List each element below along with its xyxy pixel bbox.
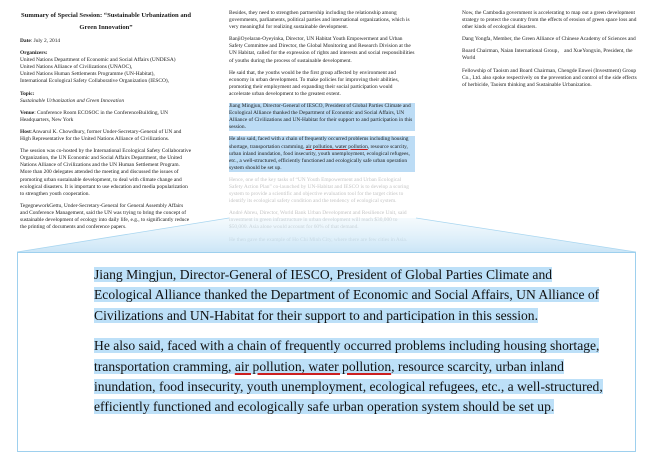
organizers-label: Organizers [20,50,46,57]
date-label: Date [20,38,31,44]
underlined-pollution: air pollution, water pollution [305,143,368,150]
fellowship-paragraph: Fellowship of Taoism and Board Chairman, Chengde Enwei (Investment) Group Co., Ltd. also spoke respectively on the prevention and control of the side effects of herbicide, Taoism thinking and Sustainable Urbanization. [462,67,637,88]
zoom-highlight-problems [94,338,603,414]
topic-block: Topic: Sustainable Urbanization and Green Innovation [20,90,125,104]
problems-text: He also said, faced with a chain of frequently occurred problems including housing shortage, transportation cramming, [229,136,409,150]
partnership-paragraph: Besides, they need to strengthen partnership including the relationship among governments, parliaments, political parties and international organizations, which is very meaningful for realizing sustainable development. [229,10,410,31]
highlighted-paragraph-jiang: Jiang Mingjun, Director-General of IESCO, President of Global Parties Climate and Ecological Alliance thanked the Department of Economic and Social Affairs, UN Alliance of Civilizations and UN-Habitat for their support to and participation in this session. [229,103,415,131]
organizer-item: United Nations Department of Economic and Social Affairs (UNDESA) [20,57,176,64]
zoom-highlight-jiang: Jiang Mingjun, Director-General of IESCO, President of Global Parties Climate and Ecological Alliance thanked the Department of Economic and Social Affairs, UN Alliance of Civilizations and UN-Habitat for their support to and participation in this session. [94,267,600,323]
topic-label: Topic [20,90,33,97]
faded-paragraph: André Abreu, Director, World Bank Urban Development and Resilience Unit, said [229,210,407,217]
problems-text-rest: , resource scarcity, urban inland inundation, food insecurity, youth unemployment, ecological refugees, etc., a well-structured, efficiently functioned and ecologically safe urban operation system should be set up. [229,143,410,171]
session-paragraph: The session was co-hosted by the International Ecological Safety Collaborative Organization, the UN Economic and Social Affairs Department, the United Nations Alliance of Civilizations and the UN Human Settlement Program. More than 200 delegates attended the meeting and discussed the issues of promoting urban sustainable development, to deal with climate change and ecological disasters. It is important to use education and media popularization to strengthen youth cooperation. [20,148,192,197]
dang-paragraph: Dang Yongfa, Member, the Green Alliance of Chinese Academy of Sciences and [462,36,636,43]
zoom-underlined-pollution: air pollution, water pollution [234,358,392,374]
organizer-item: United Nations Human Settlements Programme (UN-Habitat), [20,71,155,78]
organizers-block: Organizers: United Nations Department of Economic and Social Affairs (UNDESA) United Nations Alliance of Civilizations (UNAOC), United Nations Human Settlements Programme (UN-Habitat), International Ecological Safety Collaborative Organization (IESCO), [20,50,176,85]
zoom-problems-text-rest: , resource scarcity, urban inland inundation, food insecurity, youth unemployment, ecological refugees, etc., a well-structured, efficiently functioned and ecologically safe urban operation system should be set up. [94,358,603,415]
zoom-paragraph-problems [94,336,609,418]
zoom-fan-shape [17,218,636,252]
naian-paragraph: Board Chairman, Naian International Group， and XueYongxin, President, the World [462,48,633,62]
date-value: : July 2, 2014 [30,38,61,44]
venue-value: : Conference Room ECOSOC in the ConferenceBuilding, UN Headquarters, New York [20,109,169,123]
oyeyinka-paragraph: BanjiOyelaran-Oyeyinka, Director, UN Habitat Youth Empowerment and Urban Safety Committee and Director, the Global Monitoring and Research Division at the UN Habitat, called for the expression of rights and interests and social responsibilities of youths during the process of sustainable development. [229,36,415,64]
cambodia-paragraph: Now, the Cambodia government is accelerating to map out a green development strategy to protect the country from the effects of erosion of green space loss and other kinds of ecological disasters. [462,10,637,31]
organizer-item: International Ecological Safety Collaborative Organization (IESCO), [20,78,169,85]
zoom-paragraph-jiang [94,265,609,326]
zoom-problems-text: He also said, faced with a chain of frequently occurred problems including housing shortage, transportation cramming, [94,338,600,374]
host-value: :Anwarul K. Chowdhury, former Under-Secretary-General of UN and High Representative for the United Nations Alliance of Civilizations. [20,128,182,143]
host-label: Host [20,128,31,135]
zoom-panel [17,252,636,452]
youths-paragraph: He said that, the youths would be the first group affected by environment and economy in urban development. To make policies for improving their abilities, promoting their employment and expanding their social participation would accelerate urban development to the greatest extent. [229,69,399,97]
faded-paragraph: Hence, one of the key tasks of “UN Youth Empowerment and Urban Ecological Safety Action Plan” co-launched by UN-Habitat and IESCO is to develop a scoring system to provide a scientific and objective evaluation tool for the target cities to identify its ecological safety condition and the tendency of ecological system. [229,176,409,205]
gettu-paragraph: TegegneworkGettu, Under-Secretary-General for General Assembly Affairs and Conference Management, said the UN was trying to bring the concept of sustainable development of ecology into daily life, e.g., to significantly reduce the printing of documents and conference papers. [20,202,190,231]
organizer-item: United Nations Alliance of Civilizations (UNAOC), [20,64,133,71]
topic-value: Sustainable Urbanization and Green Innovation [20,97,125,104]
document-title: Summary of Special Session: “Sustainable Urbanization and Green Innovation” [21,12,191,31]
venue-label: Venue [20,109,35,116]
